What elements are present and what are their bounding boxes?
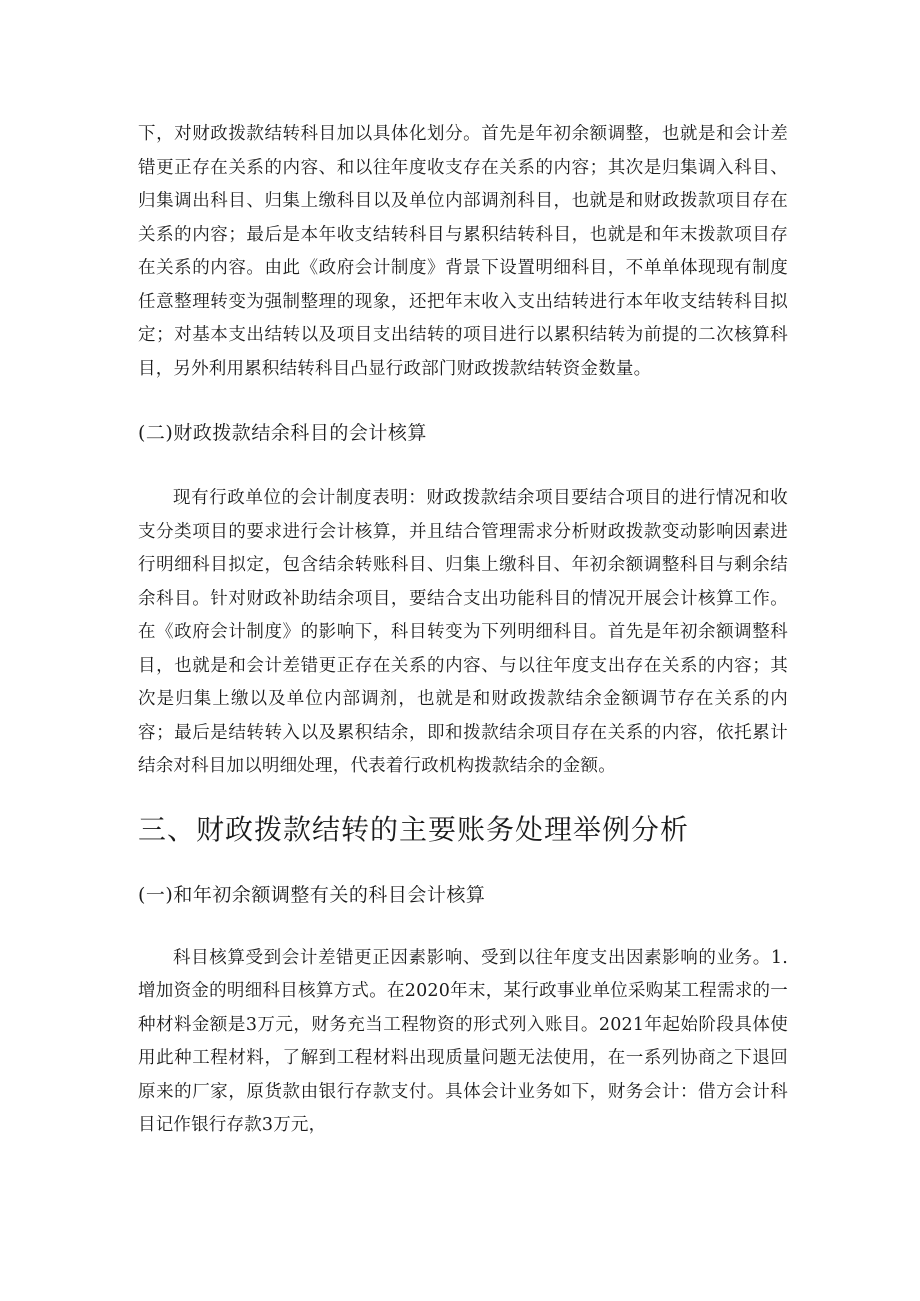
document-page xyxy=(138,118,788,1143)
body-paragraph: 现有行政单位的会计制度表明：财政拨款结余项目要结合项目的进行情况和收支分类项目的要求进行会计核算，并且结合管理需求分析财政拨款变动影响因素进行明细科目拟定，包含结余转账科目、归集上缴科目、年初余额调整科目与剩余结余科目。针对财政补助结余项目，要结合支出功能科目的情况开展会计核算工作。在《政府会计制度》的影响下，科目转变为下列明细科目。首先是年初余额调整科目，也就是和会计差错更正存在关系的内容、与以往年度支出存在关系的内容；其次是归集上缴以及单位内部调剂，也就是和财政拨款结余金额调节存在关系的内容；最后是结转转入以及累积结余，即和拨款结余项目存在关系的内容，依托累计结余对科目加以明细处理，代表着行政机构拨款结余的金额。 xyxy=(138,488,788,776)
section-heading: 三、财政拨款结转的主要账务处理举例分析 xyxy=(138,812,690,846)
subsection-heading: (一)和年初余额调整有关的科目会计核算 xyxy=(138,883,486,906)
body-paragraph: 下，对财政拨款结转科目加以具体化划分。首先是年初余额调整，也就是和会计差错更正存在关系的内容、和以往年度收支存在关系的内容；其次是归集调入科目、归集调出科目、归集上缴科目以及单位内部调剂科目，也就是和财政拨款项目存在关系的内容；最后是本年收支结转科目与累积结转科目，也就是和年末拨款项目存在关系的内容。由此《政府会计制度》背景下设置明细科目，不单单体现现有制度任意整理转变为强制整理的现象，还把年末收入支出结转进行本年收支结转科目拟定；对基本支出结转以及项目支出结转的项目进行以累积结转为前提的二次核算科目，另外利用累积结转科目凸显行政部门财政拨款结转资金数量。 xyxy=(138,124,788,379)
body-paragraph: 科目核算受到会计差错更正因素影响、受到以往年度支出因素影响的业务。1. 增加资金的明细科目核算方式。在2020年末，某行政事业单位采购某工程需求的一种材料金额是3万元，财务充当工程物资的形式列入账目。2021年起始阶段具体使用此种工程材料，了解到工程材料出现质量问题无法使用，在一系列协商之下退回原来的厂家，原货款由银行存款支付。具体会计业务如下，财务会计：借方会计科目记作银行存款3万元， xyxy=(138,947,788,1135)
subsection-heading: (二)财政拨款结余科目的会计核算 xyxy=(138,422,427,444)
